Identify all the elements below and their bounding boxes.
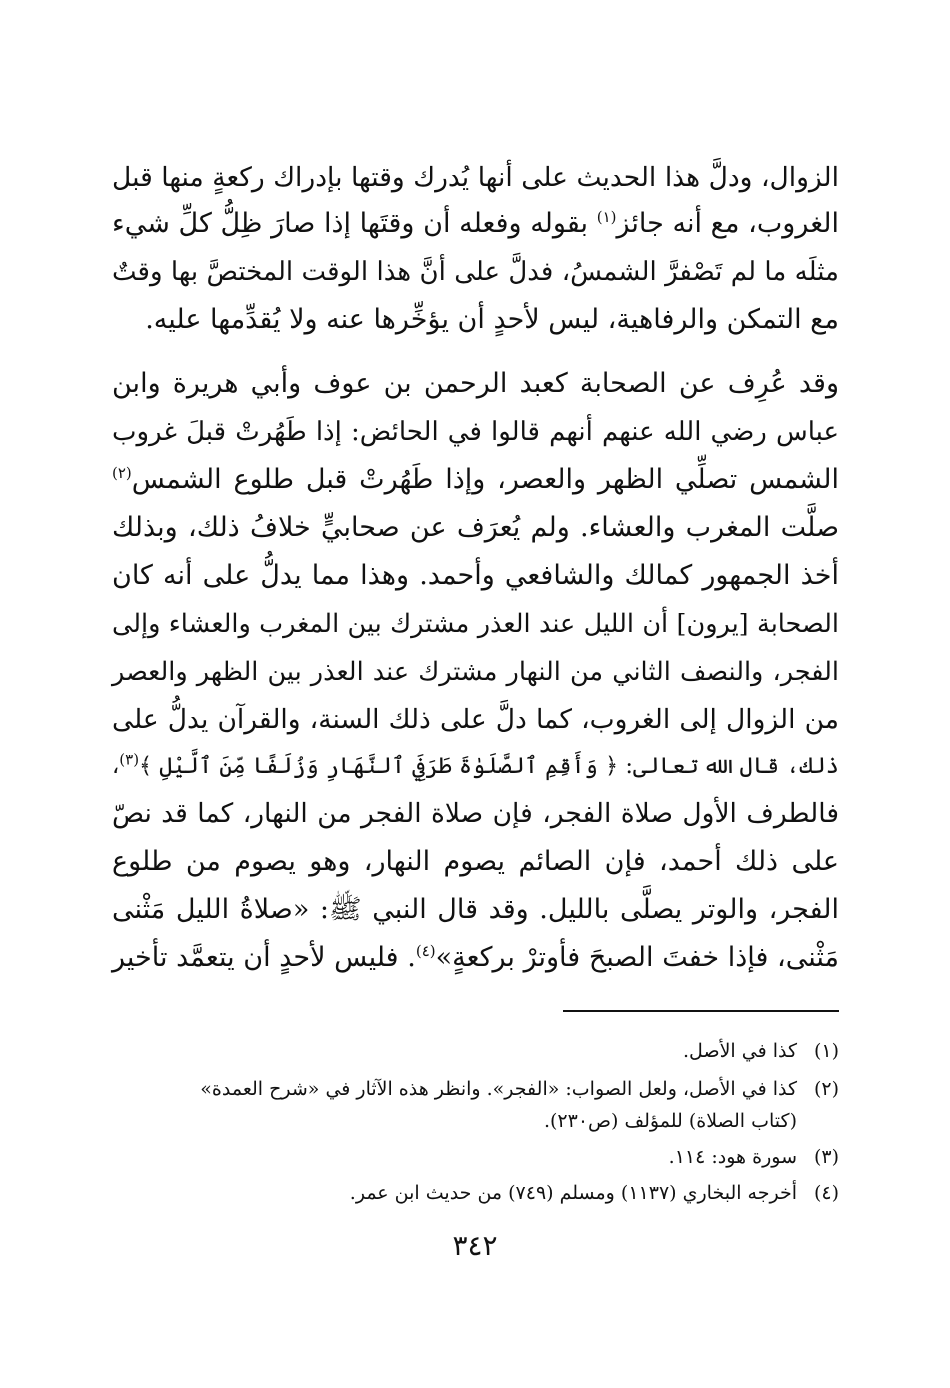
footnote-divider [563, 1010, 839, 1012]
text-line [112, 298, 839, 342]
footnote-1 [112, 1034, 839, 1068]
footnote-number: (٤) [813, 1182, 839, 1204]
text-line [112, 792, 839, 836]
text-line [112, 698, 839, 742]
quran-verse: ذلك، قال الله تعالى: ﴿ وَأَقِمِ ٱلصَّلَوٰةَ طَرَفَيِ ٱلنَّهَارِ وَزُلَفًا مِّنَ ٱلَّيْلِ ﴾ [139, 753, 839, 779]
text-span: وقد عُرِف عن الصحابة كعبد الرحمن بن عوف وأبي هريرة وابن [112, 368, 839, 399]
text-line [112, 744, 839, 788]
text-span: فالطرف الأول صلاة الفجر، فإن صلاة الفجر من النهار، كما قد نصّ [112, 798, 839, 829]
text-span: من الزوال إلى الغروب، كما دلَّ على ذلك السنة، والقرآن يدلُّ على [112, 704, 839, 735]
text-span: الصحابة [يرون] أن الليل عند العذر مشترك بين المغرب والعشاء وإلى [112, 609, 839, 639]
text-line [112, 602, 839, 646]
text-span: الغروب، مع أنه جائز [616, 208, 839, 239]
footnote-2 [112, 1072, 839, 1106]
text-line [112, 936, 839, 980]
footnote-ref-1: (١) [596, 208, 617, 226]
text-span: الفجر، والنصف الثاني من النهار مشترك عند العذر بين الظهر والعصر [112, 657, 839, 687]
text-line [112, 362, 839, 406]
text-line [112, 156, 839, 200]
text-line [112, 650, 839, 694]
text-span: الشمس تصلِّي الظهر والعصر، وإذا طَهُرتْ قبل طلوع الشمس [131, 464, 839, 495]
text-span: مع التمكن والرفاهية، ليس لأحدٍ أن يؤخِّرها عنه ولا يُقدِّمها عليه. [145, 304, 839, 335]
text-span: مثلَه ما لم تَصْفرَّ الشمسُ، فدلَّ على أنَّ هذا الوقت المختصَّ بها وقتٌ [112, 257, 839, 287]
text-line [112, 202, 839, 246]
text-span: على ذلك أحمد، فإن الصائم يصوم النهار، وهو يصوم من طلوع [112, 846, 839, 877]
text-span: مَثْنى، فإذا خفتَ الصبحَ فأوترْ بركعةٍ» [435, 942, 840, 973]
footnote-ref-2: (٢) [112, 464, 132, 482]
text-line [112, 410, 839, 454]
text-line [112, 458, 839, 502]
footnote-2-continuation: (كتاب الصلاة) للمؤلف (ص٢٣٠). [543, 1110, 797, 1132]
footnote-number: (١) [813, 1040, 839, 1062]
text-span: صلَّت المغرب والعشاء. ولم يُعرَف عن صحابيٍّ خلافُ ذلك، وبذلك [112, 512, 839, 543]
footnote-text: سورة هود: ١١٤. [668, 1146, 797, 1168]
text-span: الزوال، ودلَّ هذا الحديث على أنها يُدرك وقتها بإدراك ركعةٍ منها قبل [112, 162, 839, 193]
footnote-ref-4: (٤) [415, 942, 436, 960]
text-line [112, 250, 839, 294]
text-span: بقوله وفعله أن وقتَها إذا صارَ ظِلُّ كلِّ شيء [112, 208, 597, 239]
footnote-ref-3: (٣) [119, 750, 140, 769]
footnote-text: أخرجه البخاري (١١٣٧) ومسلم (٧٤٩) من حديث ابن عمر. [349, 1182, 797, 1204]
text-line [112, 554, 839, 598]
text-line [112, 840, 839, 884]
text-span: أخذ الجمهور كمالك والشافعي وأحمد. وهذا مما يدلُّ على أنه كان [112, 560, 839, 591]
text-span: الفجر، والوتر يصلَّى بالليل. وقد قال النبي ﷺ: «صلاةُ الليل مَثْنى [112, 894, 839, 925]
footnote-text: كذا في الأصل. [683, 1040, 797, 1062]
footnote-number: (٣) [813, 1146, 839, 1168]
footnote-number: (٢) [813, 1078, 839, 1100]
footnote-4 [112, 1176, 839, 1210]
text-span: عباس رضي الله عنهم أنهم قالوا في الحائض: إذا طَهُرتْ قبلَ غروب [112, 417, 839, 447]
page-number: ٣٤٢ [452, 1229, 498, 1262]
text-span: ، [112, 753, 120, 779]
text-line [112, 888, 839, 932]
text-line [112, 506, 839, 550]
footnote-3 [112, 1140, 839, 1174]
footnote-text: كذا في الأصل، ولعل الصواب: «الفجر». وانظر هذه الآثار في «شرح العمدة» [200, 1078, 797, 1100]
text-span: . فليس لأحدٍ أن يتعمَّد تأخير [112, 942, 416, 973]
